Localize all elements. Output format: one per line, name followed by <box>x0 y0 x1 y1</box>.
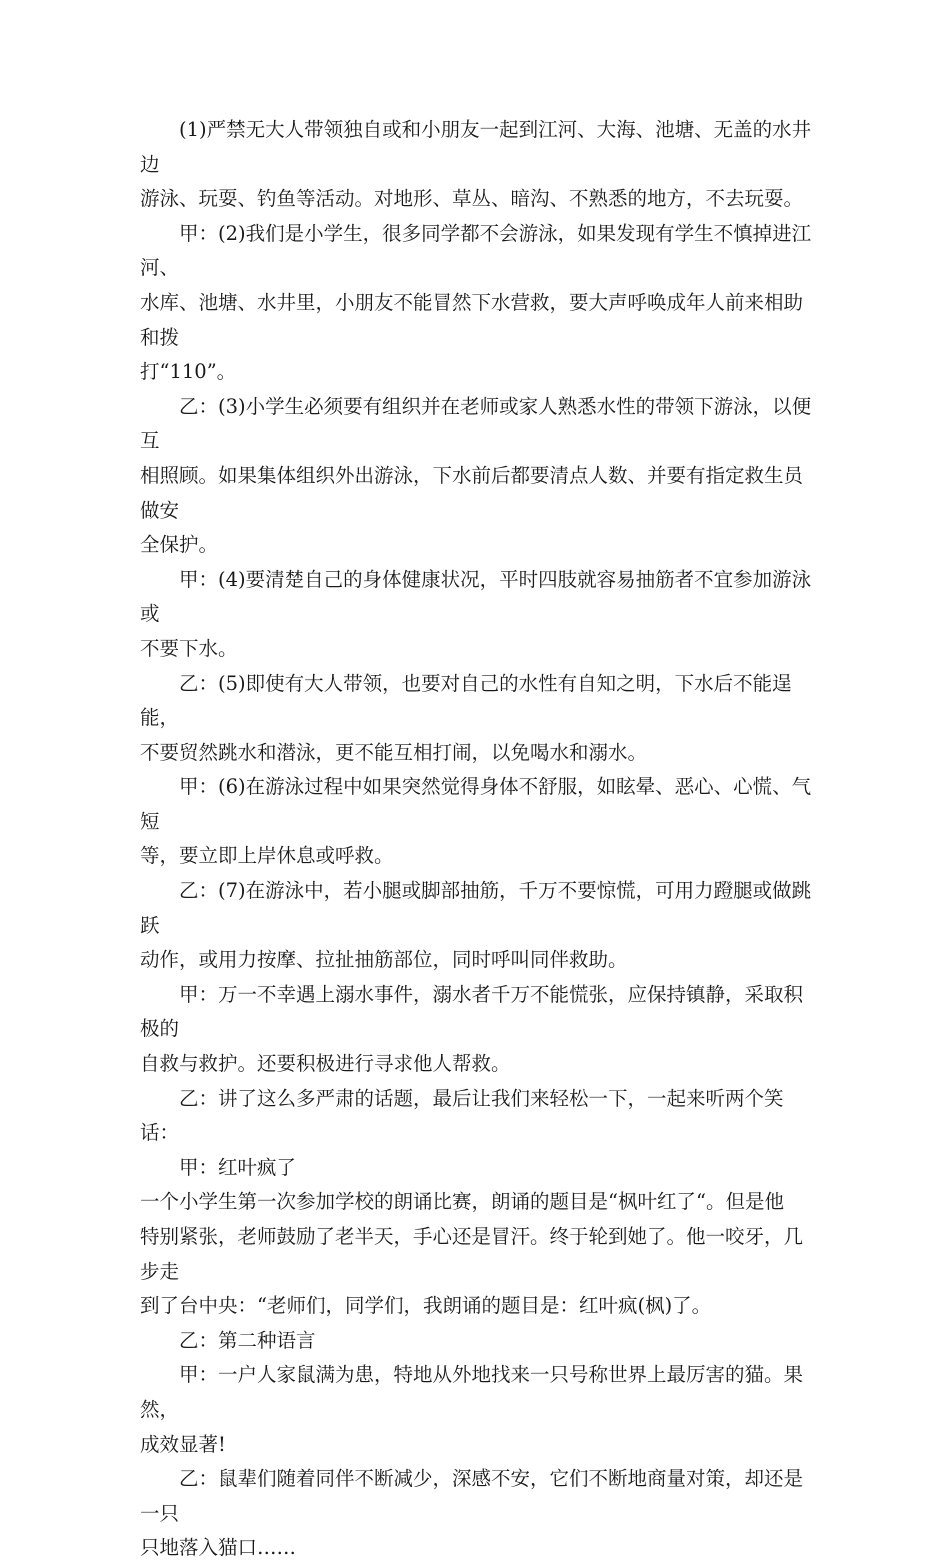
paragraph-8: 甲：万一不幸遇上溺水事件，溺水者千万不能慌张，应保持镇静，采取积极的 自救与救护。还要积极进行寻求他人帮救。 <box>140 982 804 1076</box>
joke-1-body: 一个小学生第一次参加学校的朗诵比赛，朗诵的题目是“枫叶红了“。但是他 特别紧张，老师鼓励了老半天，手心还是冒汗。终于轮到她了。他一咬牙，几步走 到了台中央：“老师们，同学们，我朗诵的题目是：红叶疯(枫)了。 <box>140 1190 804 1318</box>
paragraph-4: 甲：(4)要清楚自己的身体健康状况，平时四肢就容易抽筋者不宜参加游泳或 不要下水。 <box>140 567 812 660</box>
paragraph-6: 甲：(6)在游泳过程中如果突然觉得身体不舒服，如眩晕、恶心、心慌、气短 等，要立即上岸休息或呼救。 <box>140 775 812 868</box>
paragraph-7: 乙：(7)在游泳中，若小腿或脚部抽筋，千万不要惊慌，可用力蹬腿或做跳跃 动作，或用力按摩、拉扯抽筋部位，同时呼叫同伴救助。 <box>140 879 812 972</box>
paragraph-9: 乙：讲了这么多严肃的话题，最后让我们来轻松一下，一起来听两个笑话： <box>140 1086 784 1145</box>
joke-1-title: 甲：红叶疯了 <box>179 1155 297 1179</box>
joke-2-body-1: 甲：一户人家鼠满为患，特地从外地找来一只号称世界上最厉害的猫。果然， 成效显著! <box>140 1363 804 1456</box>
joke-2-body-2: 乙：鼠辈们随着同伴不断减少，深感不安，它们不断地商量对策，却还是一只 只地落入猫口…… <box>140 1467 804 1560</box>
paragraph-1: (1)严禁无大人带领独自或和小朋友一起到江河、大海、池塘、无盖的水井边 游泳、玩耍、钓鱼等活动。对地形、草丛、暗沟、不熟悉的地方，不去玩耍。 <box>140 118 812 211</box>
paragraph-2: 甲：(2)我们是小学生，很多同学都不会游泳，如果发现有学生不慎掉进江河、 水库、池塘、水井里，小朋友不能冒然下水营救，要大声呼唤成年人前来相助和拨 打“110”。 <box>140 221 812 384</box>
paragraph-3: 乙：(3)小学生必须要有组织并在老师或家人熟悉水性的带领下游泳，以便互 相照顾。如果集体组织外出游泳，下水前后都要清点人数、并要有指定救生员做安 全保护。 <box>140 394 812 557</box>
paragraph-5: 乙：(5)即使有大人带领，也要对自己的水性有自知之明，下水后不能逞能， 不要贸然跳水和潜泳，更不能互相打闹，以免喝水和溺水。 <box>140 671 792 764</box>
joke-2-title: 乙：第二种语言 <box>179 1328 316 1352</box>
body-text <box>140 113 820 1566</box>
